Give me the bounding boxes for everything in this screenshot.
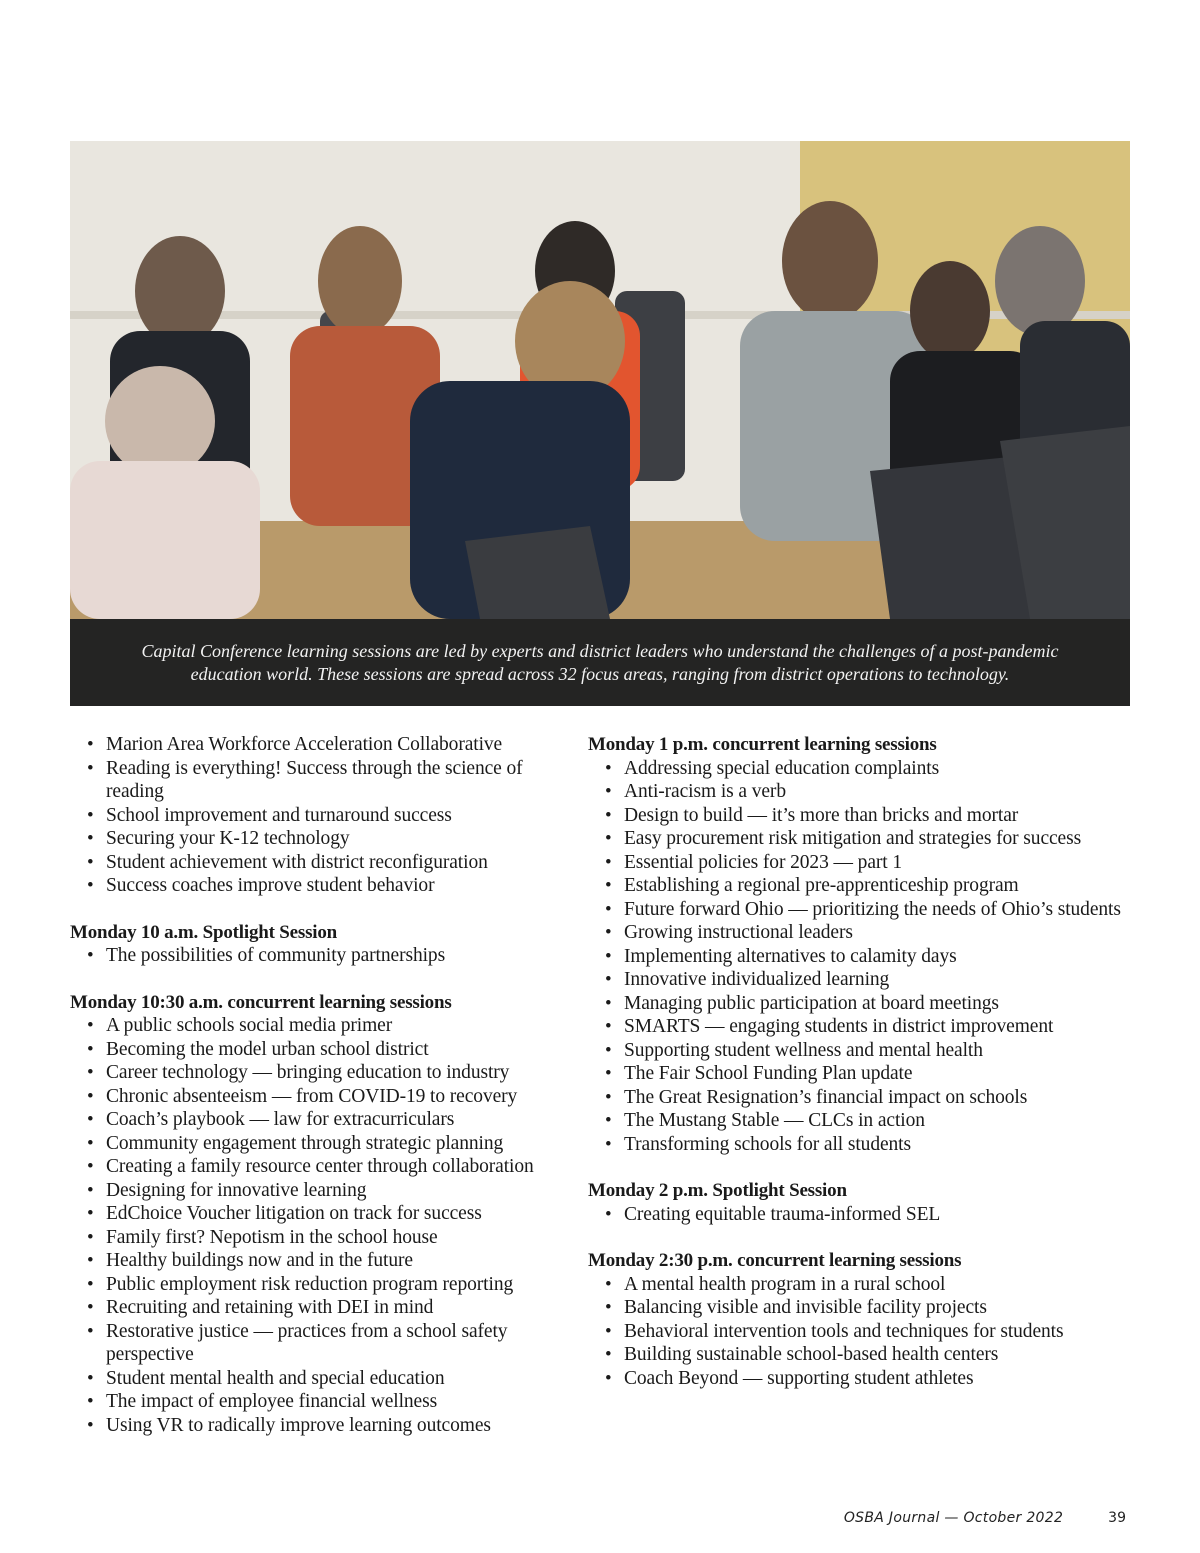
session-item: • The Great Resignation’s financial impact on schools — [588, 1086, 1133, 1110]
session-list — [588, 1273, 1133, 1391]
session-item: • Family first? Nepotism in the school house — [70, 1226, 570, 1250]
session-item: • Easy procurement risk mitigation and strategies for success — [588, 827, 1133, 851]
session-list — [70, 944, 570, 968]
session-item: • Student mental health and special education — [70, 1367, 570, 1391]
session-group — [70, 921, 570, 968]
session-item: • Essential policies for 2023 — part 1 — [588, 851, 1133, 875]
session-item: • Growing instructional leaders — [588, 921, 1133, 945]
session-item: • Becoming the model urban school district — [70, 1038, 570, 1062]
session-item: • The impact of employee financial wellness — [70, 1390, 570, 1414]
session-item: • Marion Area Workforce Acceleration Collaborative — [70, 733, 570, 757]
page-number: 39 — [1108, 1510, 1126, 1526]
session-item: • Restorative justice — practices from a school safety perspective — [70, 1320, 570, 1367]
session-item: • Implementing alternatives to calamity days — [588, 945, 1133, 969]
session-item: • The possibilities of community partnerships — [70, 944, 570, 968]
session-group — [70, 991, 570, 1438]
session-item: • The Fair School Funding Plan update — [588, 1062, 1133, 1086]
session-item: • Coach’s playbook — law for extracurriculars — [70, 1108, 570, 1132]
session-item: • Transforming schools for all students — [588, 1133, 1133, 1157]
session-heading: Monday 2 p.m. Spotlight Session — [588, 1180, 847, 1201]
session-group — [588, 1249, 1133, 1390]
session-item: • Student achievement with district reconfiguration — [70, 851, 570, 875]
session-item: • Securing your K-12 technology — [70, 827, 570, 851]
session-heading: Monday 10 a.m. Spotlight Session — [70, 921, 338, 943]
session-heading: Monday 10:30 a.m. concurrent learning sessions — [70, 991, 452, 1013]
photo-caption-band — [70, 619, 1130, 706]
session-item: • Recruiting and retaining with DEI in mind — [70, 1296, 570, 1320]
session-item: • Success coaches improve student behavior — [70, 874, 570, 898]
session-item: • SMARTS — engaging students in district improvement — [588, 1015, 1133, 1039]
session-item: • EdChoice Voucher litigation on track for success — [70, 1202, 570, 1226]
session-item: • Building sustainable school-based health centers — [588, 1343, 1133, 1367]
session-item: • Innovative individualized learning — [588, 968, 1133, 992]
session-item: • Using VR to radically improve learning outcomes — [70, 1414, 570, 1438]
session-item: • Future forward Ohio — prioritizing the needs of Ohio’s students — [588, 898, 1133, 922]
session-item: • A mental health program in a rural school — [588, 1273, 1133, 1297]
session-item: • Coach Beyond — supporting student athletes — [588, 1367, 1133, 1391]
session-list — [70, 733, 570, 898]
session-item: • Public employment risk reduction program reporting — [70, 1273, 570, 1297]
session-item: • Design to build — it’s more than bricks and mortar — [588, 804, 1133, 828]
session-list — [588, 757, 1133, 1157]
conference-photo — [70, 141, 1130, 706]
session-item: • Chronic absenteeism — from COVID-19 to recovery — [70, 1085, 570, 1109]
session-item: • Designing for innovative learning — [70, 1179, 570, 1203]
session-heading: Monday 1 p.m. concurrent learning sessions — [588, 734, 937, 755]
session-item: • The Mustang Stable — CLCs in action — [588, 1109, 1133, 1133]
left-column — [70, 733, 570, 1437]
photo-caption: Capital Conference learning sessions are led by experts and district leaders who understand the challenges of a post-pandemic education world. These sessions are spread across 32 focus areas, ranging from district operations to technology. — [141, 640, 1059, 684]
session-item: • Establishing a regional pre-apprenticeship program — [588, 874, 1133, 898]
session-list — [70, 1014, 570, 1437]
session-item: • Anti-racism is a verb — [588, 780, 1133, 804]
session-group — [588, 1179, 1133, 1226]
session-item: • Healthy buildings now and in the future — [70, 1249, 570, 1273]
session-item: • A public schools social media primer — [70, 1014, 570, 1038]
session-item: • Community engagement through strategic planning — [70, 1132, 570, 1156]
right-column — [588, 733, 1133, 1390]
session-item: • School improvement and turnaround success — [70, 804, 570, 828]
session-heading: Monday 2:30 p.m. concurrent learning sessions — [588, 1250, 962, 1271]
session-item: • Reading is everything! Success through the science of reading — [70, 757, 570, 804]
session-item: • Creating a family resource center through collaboration — [70, 1155, 570, 1179]
session-item: • Managing public participation at board meetings — [588, 992, 1133, 1016]
session-group — [70, 733, 570, 898]
session-item: • Addressing special education complaints — [588, 757, 1133, 781]
page-footer — [844, 1510, 1126, 1526]
session-list — [588, 1203, 1133, 1227]
conference-photo-illustration — [70, 141, 1130, 619]
session-item: • Career technology — bringing education to industry — [70, 1061, 570, 1085]
session-item: • Behavioral intervention tools and techniques for students — [588, 1320, 1133, 1344]
session-item: • Balancing visible and invisible facility projects — [588, 1296, 1133, 1320]
session-group — [588, 733, 1133, 1156]
session-item: • Creating equitable trauma-informed SEL — [588, 1203, 1133, 1227]
session-item: • Supporting student wellness and mental health — [588, 1039, 1133, 1063]
journal-name: OSBA Journal — October 2022 — [843, 1510, 1064, 1526]
